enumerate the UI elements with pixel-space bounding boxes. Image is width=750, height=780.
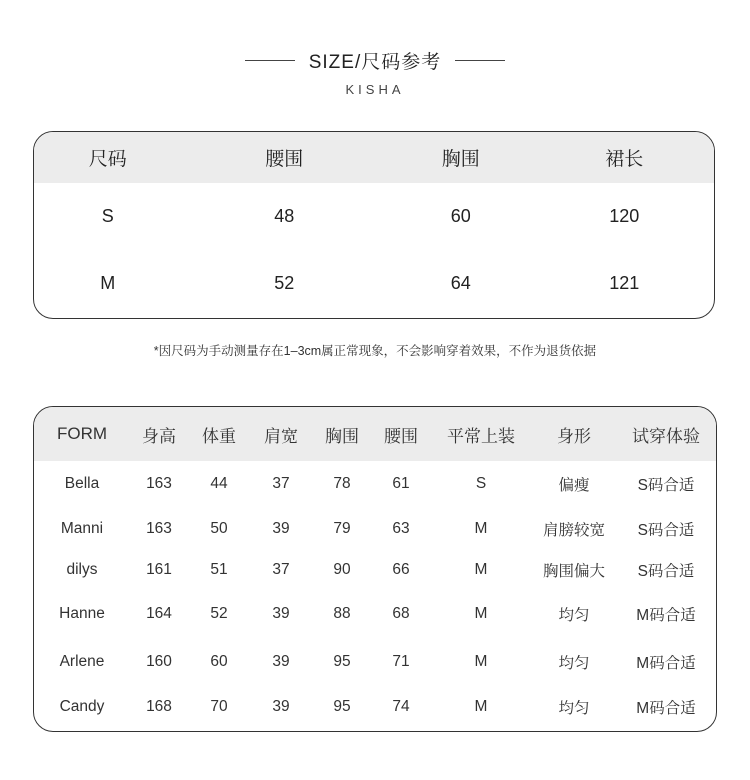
size-cell: 120 <box>609 206 640 226</box>
model-cell: M码合适 <box>636 655 696 672</box>
model-cell: 37 <box>272 474 290 492</box>
size-cell: 48 <box>274 206 295 226</box>
model-cell: M <box>474 519 488 537</box>
measurement-note: *因尺码为手动测量存在1–3cm属正常现象，不会影响穿着效果，不作为退货依据 <box>153 344 597 358</box>
model-header-cell: 胸围 <box>325 426 359 446</box>
model-cell: Bella <box>64 474 100 492</box>
model-cell: 偏瘦 <box>558 476 590 494</box>
model-cell: 68 <box>392 605 410 622</box>
model-table <box>33 406 717 732</box>
model-cell: 61 <box>392 474 410 492</box>
model-cell: 39 <box>272 698 290 715</box>
title-divider-left <box>245 60 295 61</box>
model-cell: 161 <box>146 561 172 578</box>
model-cell: 51 <box>210 561 228 578</box>
model-cell: S码合适 <box>637 476 695 494</box>
model-table-row <box>34 639 716 685</box>
size-cell: 121 <box>609 273 640 293</box>
model-cell: M <box>474 561 488 578</box>
size-table <box>33 131 715 319</box>
title-divider-right <box>455 60 505 61</box>
model-cell: 160 <box>146 653 172 670</box>
size-header-cell: 尺码 <box>88 149 127 170</box>
model-cell: 163 <box>146 519 172 537</box>
model-cell: 37 <box>272 561 290 578</box>
brand-name: KISHA <box>345 82 405 97</box>
model-cell: 168 <box>146 698 172 715</box>
model-cell: 74 <box>392 698 410 715</box>
size-cell: 52 <box>274 273 295 293</box>
size-cell: 60 <box>450 206 471 226</box>
title-row <box>0 46 750 74</box>
model-header-cell: 平常上装 <box>447 426 515 446</box>
model-cell: S <box>475 474 487 492</box>
size-table-row <box>34 183 714 250</box>
model-cell: S码合适 <box>637 521 695 539</box>
model-cell: 78 <box>333 474 351 492</box>
model-cell: 88 <box>333 605 351 622</box>
size-cell: M <box>100 273 116 293</box>
model-table-row <box>34 506 716 551</box>
model-cell: Hanne <box>59 605 105 622</box>
model-cell: 均匀 <box>558 607 590 624</box>
page-title: SIZE/尺码参考 <box>308 51 442 73</box>
model-cell: 95 <box>333 653 351 670</box>
model-cell: 60 <box>210 653 228 670</box>
model-header-cell: 体重 <box>202 426 236 446</box>
model-cell: Arlene <box>59 653 105 670</box>
size-cell: S <box>101 206 114 226</box>
model-cell: 95 <box>333 698 351 715</box>
size-header-cell: 腰围 <box>265 149 304 170</box>
model-header-cell: 身高 <box>142 426 176 446</box>
model-cell: 70 <box>210 698 228 715</box>
model-table-row <box>34 551 716 589</box>
model-cell: 39 <box>272 519 290 537</box>
model-header-cell: FORM <box>56 424 108 443</box>
model-cell: M码合适 <box>636 700 696 717</box>
model-cell: M <box>474 653 488 670</box>
size-table-header <box>34 132 714 183</box>
model-cell: 50 <box>210 519 228 537</box>
model-cell: 肩膀较宽 <box>542 521 605 539</box>
size-cell: 64 <box>450 273 471 293</box>
model-table-row <box>34 589 716 639</box>
model-cell: 胸围偏大 <box>542 563 605 580</box>
model-header-cell: 身形 <box>557 426 591 446</box>
model-cell: 66 <box>392 561 410 578</box>
model-header-cell: 肩宽 <box>264 426 298 446</box>
model-header-cell: 试穿体验 <box>632 426 700 446</box>
model-cell: dilys <box>66 561 98 578</box>
model-table-row <box>34 461 716 506</box>
model-cell: 71 <box>392 653 410 670</box>
model-cell: 52 <box>210 605 228 622</box>
model-cell: 90 <box>333 561 351 578</box>
size-header-cell: 裙长 <box>605 149 644 170</box>
size-header-cell: 胸围 <box>441 149 480 170</box>
model-cell: S码合适 <box>637 563 695 580</box>
model-cell: 79 <box>333 519 351 537</box>
model-cell: M码合适 <box>636 607 696 624</box>
model-cell: M <box>474 605 488 622</box>
model-cell: 39 <box>272 605 290 622</box>
model-cell: 163 <box>146 474 172 492</box>
model-table-row <box>34 685 716 729</box>
model-cell: Candy <box>59 698 105 715</box>
size-table-row <box>34 250 714 317</box>
model-table-header <box>34 407 716 461</box>
model-cell: 164 <box>146 605 172 622</box>
model-cell: M <box>474 698 488 715</box>
model-cell: 均匀 <box>558 655 590 672</box>
model-cell: Manni <box>60 519 104 537</box>
model-cell: 63 <box>392 519 410 537</box>
model-cell: 44 <box>210 474 228 492</box>
model-header-cell: 腰围 <box>384 426 418 446</box>
model-cell: 均匀 <box>558 700 590 717</box>
model-cell: 39 <box>272 653 290 670</box>
